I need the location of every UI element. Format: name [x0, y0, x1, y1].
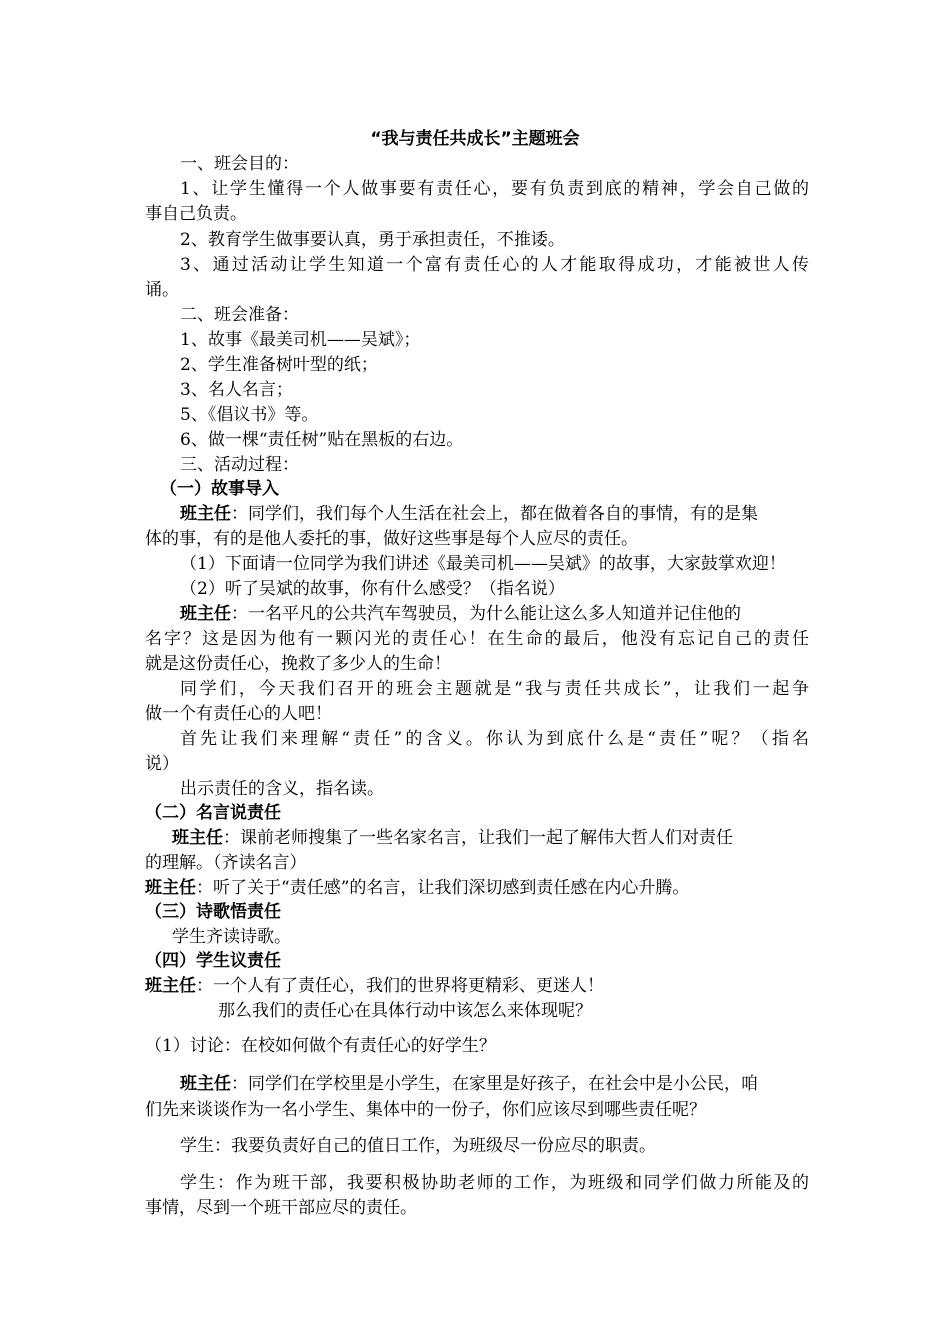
para-text: ：课前老师搜集了一些名家名言，让我们一起了解伟大哲人们对责任 [223, 828, 733, 848]
part-1-para-5-line-2: 做一个有责任心的人吧！ [145, 704, 332, 724]
part-1-para-1-line-2: 体的事，有的是他人委托的事，做好这些事是每个人应尽的责任。 [145, 529, 638, 549]
speaker-label: 班主任 [180, 604, 231, 624]
part-1-para-6-line-2: 说） [145, 754, 179, 774]
section-1-heading: 一、班会目的： [180, 154, 299, 174]
para-text: ：同学们，我们每个人生活在社会上，都在做着各自的事情，有的是集 [231, 504, 758, 524]
objective-3-line-1: 3、通过活动让学生知道一个富有责任心的人才能取得成功，才能被世人传 [180, 255, 809, 275]
part-1-para-5-line-1: 同学们，今天我们召开的班会主题就是“我与责任共成长”，让我们一起争 [180, 679, 809, 699]
part-4-para-4-line-2: 们先来谈谈作为一名小学生、集体中的一份子，你们应该尽到哪些责任呢？ [145, 1100, 706, 1120]
para-text: ：听了关于“责任感”的名言，让我们深切感到责任感在内心升腾。 [196, 878, 690, 898]
part-1-para-4-line-2: 名字？这是因为他有一颗闪光的责任心！在生命的最后，他没有忘记自己的责任 [145, 629, 809, 649]
part-4-student-2-line-1: 学生：作为班干部，我要积极协助老师的工作，为班级和同学们做力所能及的 [180, 1173, 809, 1193]
part-1-para-1-line-1 [180, 502, 758, 526]
speaker-label: 班主任 [180, 1074, 231, 1094]
part-1-para-4-line-1 [180, 602, 741, 626]
part-4-student-1: 学生：我要负责好自己的值日工作，为班级尽一份应尽的职责。 [180, 1136, 656, 1156]
part-1-heading: （一）故事导入 [160, 479, 279, 499]
part-4-para-1 [145, 974, 604, 998]
objective-1-line-2: 事自己负责。 [145, 204, 247, 224]
objective-2: 2、教育学生做事要认真，勇于承担责任，不推诿。 [180, 230, 565, 250]
objective-3-line-2: 诵。 [145, 280, 179, 300]
prep-item-5: 5、《倡议书》等。 [180, 405, 319, 425]
document-title: “我与责任共成长”主题班会 [370, 129, 580, 149]
part-1-para-4-line-3: 就是这份责任心，挽救了多少人的生命！ [145, 654, 451, 674]
part-4-discussion: （1）讨论：在校如何做个有责任心的好学生？ [145, 1036, 496, 1056]
para-text: ：一个人有了责任心，我们的世界将更精彩、更迷人！ [196, 976, 604, 996]
part-3-heading: （三）诗歌悟责任 [145, 902, 281, 922]
part-4-heading: （四）学生议责任 [145, 951, 281, 971]
prep-item-1: 1、故事《最美司机——吴斌》； [180, 330, 421, 350]
speaker-label: 班主任 [172, 828, 223, 848]
part-3-para-1: 学生齐读诗歌。 [172, 927, 291, 947]
section-2-heading: 二、班会准备： [180, 305, 299, 325]
part-1-step-2: （2）听了吴斌的故事，你有什么感受？（指名说） [180, 579, 565, 599]
para-text: ：一名平凡的公共汽车驾驶员，为什么能让这么多人知道并记住他的 [231, 604, 741, 624]
section-3-heading: 三、活动过程： [180, 455, 299, 475]
part-4-para-4-line-1 [180, 1072, 758, 1096]
speaker-label: 班主任 [180, 504, 231, 524]
para-text: ：同学们在学校里是小学生，在家里是好孩子，在社会中是小公民，咱 [231, 1074, 758, 1094]
part-2-heading: （二）名言说责任 [145, 803, 281, 823]
prep-item-3: 3、名人名言； [180, 380, 293, 400]
part-1-para-7: 出示责任的含义，指名读。 [180, 779, 384, 799]
speaker-label: 班主任 [145, 878, 196, 898]
part-2-para-1-line-1 [172, 826, 733, 850]
objective-1-line-1: 1、让学生懂得一个人做事要有责任心，要有负责到底的精神，学会自己做的 [180, 179, 809, 199]
prep-item-2: 2、学生准备树叶型的纸； [180, 355, 378, 375]
part-2-para-1-line-2: 的理解。（齐读名言） [145, 853, 307, 873]
part-1-para-6-line-1: 首先让我们来理解“责任”的含义。你认为到底什么是“责任”呢？（指名 [180, 729, 809, 749]
part-4-student-2-line-2: 事情，尽到一个班干部应尽的责任。 [145, 1198, 417, 1218]
prep-item-6: 6、做一棵“责任树”贴在黑板的右边。 [180, 430, 464, 450]
part-1-step-1: （1）下面请一位同学为我们讲述《最美司机——吴斌》的故事，大家鼓掌欢迎！ [180, 554, 786, 574]
part-2-para-2 [145, 876, 689, 900]
part-4-para-2: 那么我们的责任心在具体行动中该怎么来体现呢？ [218, 1001, 592, 1021]
speaker-label: 班主任 [145, 976, 196, 996]
